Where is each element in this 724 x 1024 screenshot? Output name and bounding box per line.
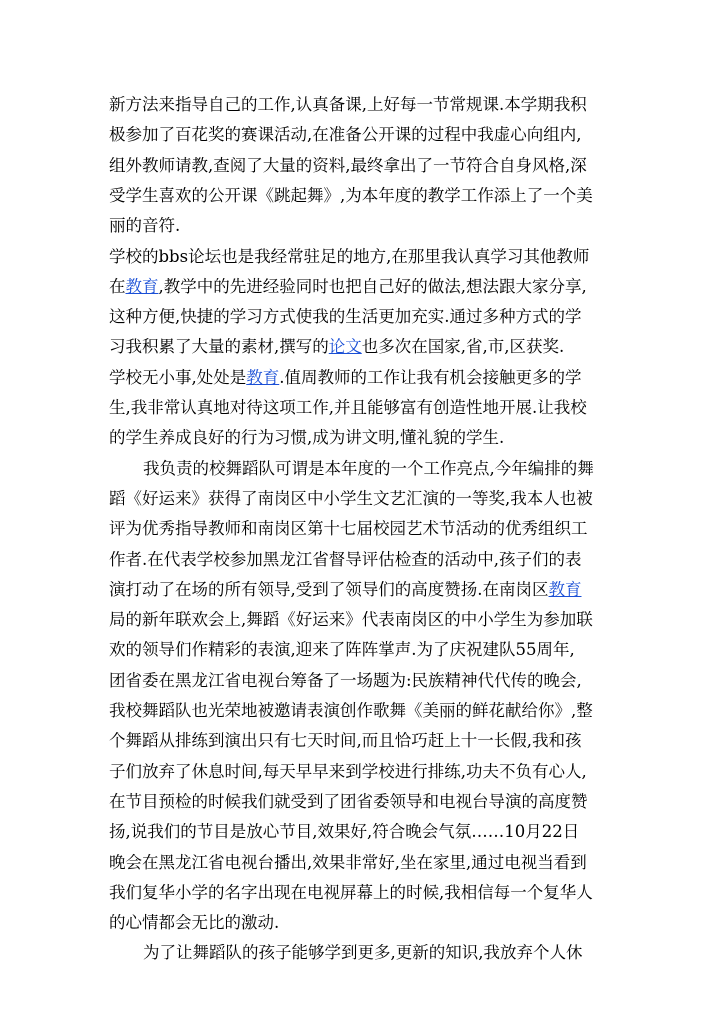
text-line [143,938,583,968]
text-segment: 晚会在黑龙江省电视台播出,效果非常好,坐在家里,通过电视当看到 [109,852,587,872]
text-segment: 在 [109,276,126,296]
text-segment: 演打动了在场的所有领导,受到了领导们的高度赞扬.在南岗区 [109,579,549,599]
text-segment: 子们放弃了休息时间,每天早早来到学校进行排练,功夫不负有心人, [109,761,587,781]
text-line [109,696,593,726]
text-segment: 生,我非常认真地对待这项工作,并且能够富有创造性地开展.让我校 [109,398,587,417]
text-segment: 个舞蹈从排练到演出只有七天时间,而且恰巧赶上十一长假,我和孩 [109,731,582,751]
text-line [109,726,582,756]
text-segment: 扬,说我们的节目是放心节目,效果好,符合晚会气氛……10月22日 [109,822,580,842]
text-line [109,817,579,847]
text-line [109,181,593,211]
text-segment: 为了让舞蹈队的孩子能够学到更多,更新的知识,我放弃个人休 [143,943,583,963]
text-segment: 局的新年联欢会上,舞蹈《好运来》代表南岗区的中小学生为参加联 [109,610,593,630]
text-line [109,635,575,665]
text-line [109,423,504,453]
text-line [109,484,593,514]
text-segment: 团省委在黑龙江省电视台筹备了一场题为:民族精神代代传的晚会, [109,670,582,690]
text-line [109,272,587,302]
text-segment: 学校的bbs论坛也是我经常驻足的地方,在那里我认真学习其他教师 [109,246,590,266]
text-line [143,454,594,484]
text-segment: 也多次在国家,省,市,区获奖. [361,337,565,357]
text-segment: .值周教师的工作让我有机会接触更多的学 [279,367,582,387]
inline-link[interactable]: 教育 [125,276,159,296]
text-segment: 我负责的校舞蹈队可谓是本年度的一个工作亮点,今年编排的舞 [143,458,594,478]
text-line [109,757,587,787]
text-line [109,211,180,241]
inline-link[interactable]: 教育 [246,367,280,387]
text-line [109,605,593,635]
text-line [109,514,588,544]
text-segment: 在节目预检的时候我们就受到了团省委领导和电视台导演的高度赞 [109,791,588,811]
text-segment: 欢的领导们作精彩的表演,迎来了阵阵掌声.为了庆祝建队55周年, [109,640,575,660]
text-line [109,666,582,696]
text-segment: 的学生养成良好的行为习惯,成为讲文明,懂礼貌的学生. [109,428,505,448]
text-segment: 学校无小事,处处是 [109,367,247,387]
text-segment: 蹈《好运来》获得了南岗区中小学生文艺汇演的一等奖,我本人也被 [109,488,593,508]
text-segment: 评为优秀指导教师和南岗区第十七届校园艺术节活动的优秀组织工 [109,519,588,539]
text-segment: 丽的音符. [109,216,181,236]
text-line [109,120,582,150]
text-line [109,363,582,393]
text-segment: 这种方便,快捷的学习方式使我的生活更加充实.通过多种方式的学 [109,307,582,327]
text-line [109,575,582,605]
text-line [109,302,582,332]
text-line [109,151,587,181]
text-segment: 作者.在代表学校参加黑龙江省督导评估检查的活动中,孩子们的表 [109,549,582,569]
text-line [109,90,587,120]
text-line [109,787,588,817]
text-segment: 的心情都会无比的激动. [109,913,280,933]
inline-link[interactable]: 教育 [548,579,582,599]
text-segment: 新方法来指导自己的工作,认真备课,上好每一节常规课.本学期我积 [109,95,587,114]
text-segment: 组外教师请教,查阅了大量的资料,最终拿出了一节符合自身风格,深 [109,155,587,175]
text-segment: 我们复华小学的名字出现在电视屏幕上的时候,我相信每一个复华人 [109,882,593,902]
text-segment: ,教学中的先进经验同时也把自己好的做法,想法跟大家分享, [158,276,587,296]
text-line [109,242,589,272]
text-segment: 极参加了百花奖的赛课活动,在准备公开课的过程中我虚心向组内, [109,125,582,145]
text-line [109,908,279,938]
text-line [109,878,593,908]
text-segment: 我校舞蹈队也光荣地被邀请表演创作歌舞《美丽的鲜花献给你》,整 [109,701,593,720]
text-line [109,332,564,362]
text-segment: 受学生喜欢的公开课《跳起舞》,为本年度的教学工作添上了一个美 [109,185,593,205]
text-line [109,848,587,878]
text-line [109,393,587,423]
text-segment: 习我积累了大量的素材,撰写的 [109,337,329,357]
text-line [109,545,582,575]
inline-link[interactable]: 论文 [328,337,362,357]
